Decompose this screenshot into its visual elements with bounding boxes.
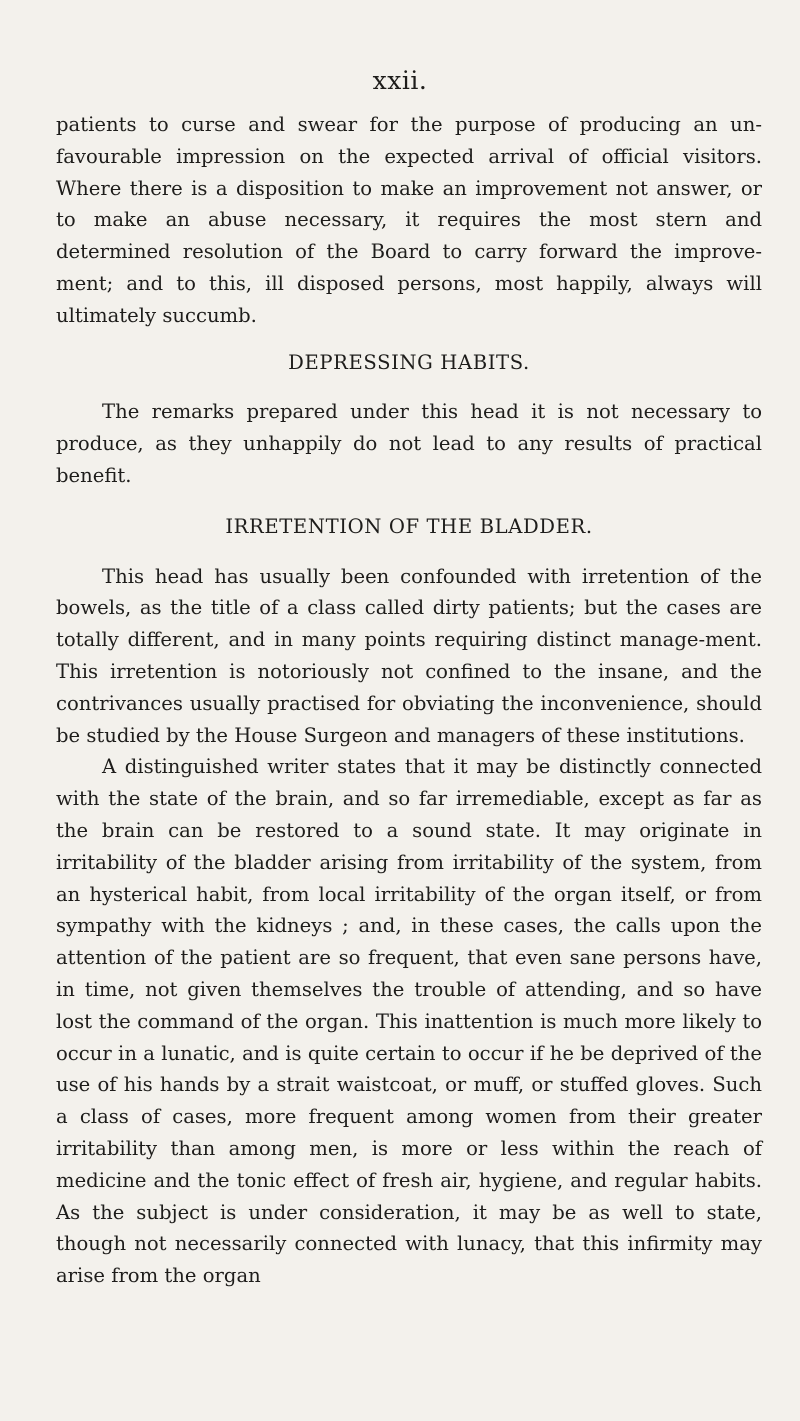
paragraph-depressing-habits: The remarks prepared under this head it is not necessary to produce, as they unhappily do not lead to any results of practical benefit. [56, 400, 762, 487]
section-heading-irretention-bladder: IRRETENTION OF THE BLADDER. [225, 514, 593, 538]
paragraph-irretention-2: A distinguished writer states that it may be distinctly connected with the state of the brain, and so far irremediable, except as far as the brain can be restored to a sound state. It may originate in irritability of the bladder arising from irritability of the system, from an hysterical habit, from local irritability of the organ itself, or from sympathy with the kidneys ; and, in these cases, the calls upon the attention of the patient are so frequent, that even sane persons have, in time, not given themselves the trouble of attending, and so have lost the command of the organ. This inattention is much more likely to occur in a lunatic, and is quite certain to occur if he be deprived of the use of his hands by a strait waistcoat, or muff, or stuffed gloves. Such a class of cases, more frequent among women from their greater irritability than among men, is more or less within the reach of medicine and the tonic effect of fresh air, hygiene, and regular habits. As the subject is under consideration, it may be as well to state, though not necessarily connected with lunacy, that this infirmity may arise from the organ [56, 755, 762, 1288]
body-text [56, 109, 762, 1292]
continued-paragraph: patients to curse and swear for the purpose of producing an un-favourable impression on the expected arrival of official visitors. Where there is a disposition to make an improvement not answer, or to make an abuse necessary, it requires the most stern and determined resolution of the Board to carry forward the improve-ment; and to this, ill disposed persons, most happily, always will ultimately succumb. [56, 113, 762, 327]
paragraph-irretention-1: This head has usually been confounded with irretention of the bowels, as the title of a class called dirty patients; but the cases are totally different, and in many points requiring distinct manage-ment. This irretention is notoriously not confined to the insane, and the contrivances usually practised for obviating the inconvenience, should be studied by the House Surgeon and managers of these institutions. [56, 564, 762, 747]
page-number: xxii. [372, 66, 428, 95]
section-heading-depressing-habits: DEPRESSING HABITS. [288, 350, 530, 374]
